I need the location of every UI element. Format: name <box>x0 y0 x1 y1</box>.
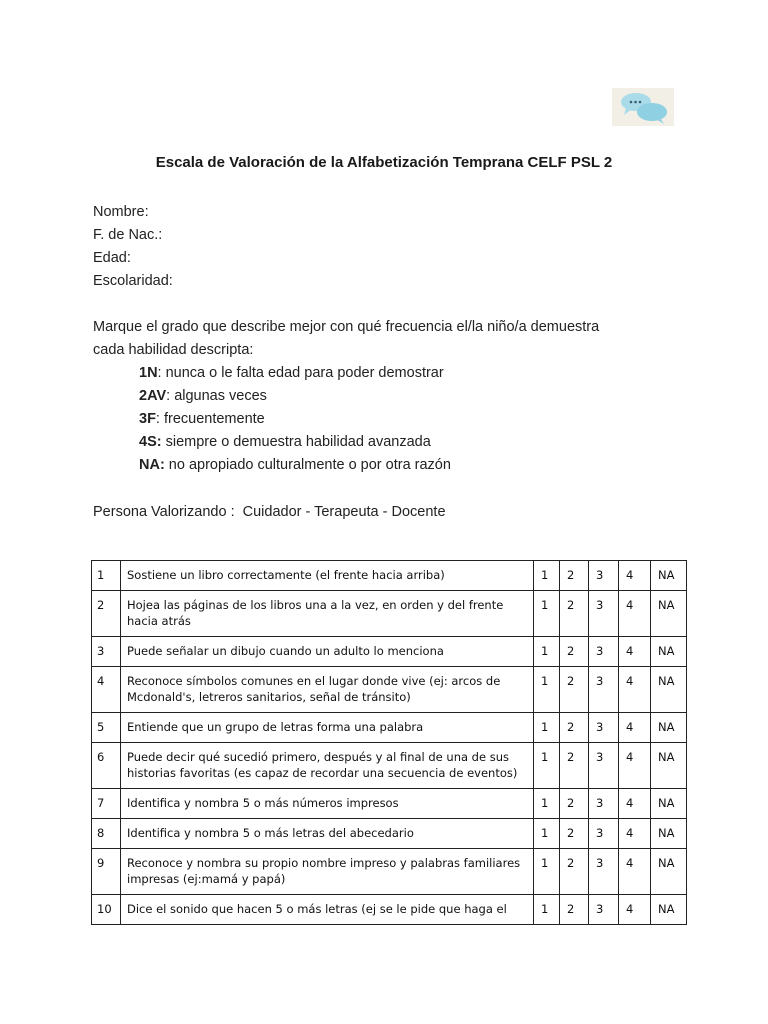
rating-option[interactable]: 1 <box>534 849 560 895</box>
rating-option[interactable]: 3 <box>589 819 619 849</box>
rating-option[interactable]: 2 <box>560 637 589 667</box>
legend-text: : frecuentemente <box>155 411 265 427</box>
rating-option[interactable]: 2 <box>560 895 589 925</box>
field-edad: Edad: <box>93 250 131 266</box>
rating-option[interactable]: NA <box>651 667 687 713</box>
table-row <box>92 713 687 743</box>
table-row <box>92 789 687 819</box>
rating-option[interactable]: NA <box>651 819 687 849</box>
item-number: 5 <box>92 713 121 743</box>
legend-text: siempre o demuestra habilidad avanzada <box>161 434 431 450</box>
legend-item <box>139 408 451 431</box>
item-number: 1 <box>92 561 121 591</box>
table-row <box>92 849 687 895</box>
field-fecha-nacimiento: F. de Nac.: <box>93 227 163 243</box>
rating-option[interactable]: 1 <box>534 743 560 789</box>
rating-legend <box>139 362 451 477</box>
page-title: Escala de Valoración de la Alfabetización Temprana CELF PSL 2 <box>155 154 613 171</box>
item-description: Identifica y nombra 5 o más letras del abecedario <box>121 819 534 849</box>
rating-option[interactable]: 4 <box>619 849 651 895</box>
rating-option[interactable]: NA <box>651 895 687 925</box>
rating-option[interactable]: 3 <box>589 789 619 819</box>
rating-option[interactable]: 3 <box>589 637 619 667</box>
rating-option[interactable]: 3 <box>589 713 619 743</box>
rating-option[interactable]: 1 <box>534 713 560 743</box>
evaluator-line: Persona Valorizando : Cuidador - Terapeuta - Docente <box>93 504 446 520</box>
legend-code: 3F <box>139 411 156 427</box>
item-description: Reconoce símbolos comunes en el lugar donde vive (ej: arcos de Mcdonald's, letreros sanitarios, señal de tránsito) <box>121 667 534 713</box>
skills-table-body <box>92 561 687 925</box>
legend-code: 4S: <box>139 434 162 450</box>
rating-option[interactable]: 4 <box>619 637 651 667</box>
rating-option[interactable]: 2 <box>560 667 589 713</box>
rating-option[interactable]: 4 <box>619 819 651 849</box>
rating-option[interactable]: 1 <box>534 789 560 819</box>
rating-option[interactable]: 2 <box>560 561 589 591</box>
rating-option[interactable]: 2 <box>560 849 589 895</box>
rating-option[interactable]: 1 <box>534 819 560 849</box>
table-row <box>92 667 687 713</box>
rating-option[interactable]: 1 <box>534 591 560 637</box>
rating-option[interactable]: NA <box>651 789 687 819</box>
legend-item <box>139 385 451 408</box>
rating-option[interactable]: 4 <box>619 789 651 819</box>
rating-option[interactable]: 4 <box>619 895 651 925</box>
rating-option[interactable]: 4 <box>619 743 651 789</box>
table-row <box>92 819 687 849</box>
item-description: Entiende que un grupo de letras forma una palabra <box>121 713 534 743</box>
instructions <box>93 316 693 362</box>
legend-item <box>139 362 451 385</box>
rating-option[interactable]: NA <box>651 849 687 895</box>
chat-bubbles-icon <box>612 88 674 126</box>
patient-fields <box>93 201 173 293</box>
legend-item <box>139 431 451 454</box>
rating-option[interactable]: NA <box>651 561 687 591</box>
item-description: Reconoce y nombra su propio nombre impreso y palabras familiares impresas (ej:mamá y papá) <box>121 849 534 895</box>
rating-option[interactable]: 3 <box>589 667 619 713</box>
rating-option[interactable]: NA <box>651 713 687 743</box>
field-escolaridad: Escolaridad: <box>93 273 173 289</box>
rating-option[interactable]: NA <box>651 591 687 637</box>
rating-option[interactable]: 3 <box>589 561 619 591</box>
rating-option[interactable]: 4 <box>619 591 651 637</box>
item-number: 4 <box>92 667 121 713</box>
legend-text: : algunas veces <box>166 388 267 404</box>
rating-option[interactable]: 2 <box>560 789 589 819</box>
instructions-line: cada habilidad descripta: <box>93 342 254 358</box>
item-description: Puede decir qué sucedió primero, después y al final de una de sus historias favoritas (es capaz de recordar una secuencia de eventos) <box>121 743 534 789</box>
rating-option[interactable]: 2 <box>560 743 589 789</box>
table-row <box>92 637 687 667</box>
item-description: Identifica y nombra 5 o más números impresos <box>121 789 534 819</box>
rating-option[interactable]: 3 <box>589 591 619 637</box>
field-nombre: Nombre: <box>93 204 149 220</box>
item-number: 7 <box>92 789 121 819</box>
item-number: 3 <box>92 637 121 667</box>
rating-option[interactable]: NA <box>651 743 687 789</box>
rating-option[interactable]: 4 <box>619 561 651 591</box>
legend-item <box>139 454 451 477</box>
item-number: 6 <box>92 743 121 789</box>
rating-option[interactable]: 3 <box>589 849 619 895</box>
item-description: Hojea las páginas de los libros una a la vez, en orden y del frente hacia atrás <box>121 591 534 637</box>
rating-option[interactable]: 1 <box>534 667 560 713</box>
table-row <box>92 743 687 789</box>
instructions-line: Marque el grado que describe mejor con qué frecuencia el/la niño/a demuestra <box>93 319 600 335</box>
legend-code: NA: <box>139 457 165 473</box>
rating-option[interactable]: 4 <box>619 667 651 713</box>
skills-table <box>91 560 687 925</box>
legend-code: 2AV <box>139 388 167 404</box>
legend-text: no apropiado culturalmente o por otra razón <box>164 457 451 473</box>
item-number: 8 <box>92 819 121 849</box>
item-number: 9 <box>92 849 121 895</box>
rating-option[interactable]: 1 <box>534 895 560 925</box>
item-description: Puede señalar un dibujo cuando un adulto lo menciona <box>121 637 534 667</box>
rating-option[interactable]: 2 <box>560 591 589 637</box>
legend-text: : nunca o le falta edad para poder demostrar <box>157 365 444 381</box>
rating-option[interactable]: 3 <box>589 743 619 789</box>
item-description: Dice el sonido que hacen 5 o más letras (ej se le pide que haga el <box>121 895 534 925</box>
rating-option[interactable]: 4 <box>619 713 651 743</box>
table-row <box>92 895 687 925</box>
legend-code: 1N <box>139 365 158 381</box>
rating-option[interactable]: 1 <box>534 561 560 591</box>
table-row <box>92 591 687 637</box>
rating-option[interactable]: 2 <box>560 819 589 849</box>
item-description: Sostiene un libro correctamente (el frente hacia arriba) <box>121 561 534 591</box>
rating-option[interactable]: NA <box>651 637 687 667</box>
item-number: 2 <box>92 591 121 637</box>
rating-option[interactable]: 3 <box>589 895 619 925</box>
rating-option[interactable]: 1 <box>534 637 560 667</box>
table-row <box>92 561 687 591</box>
rating-option[interactable]: 2 <box>560 713 589 743</box>
item-number: 10 <box>92 895 121 925</box>
